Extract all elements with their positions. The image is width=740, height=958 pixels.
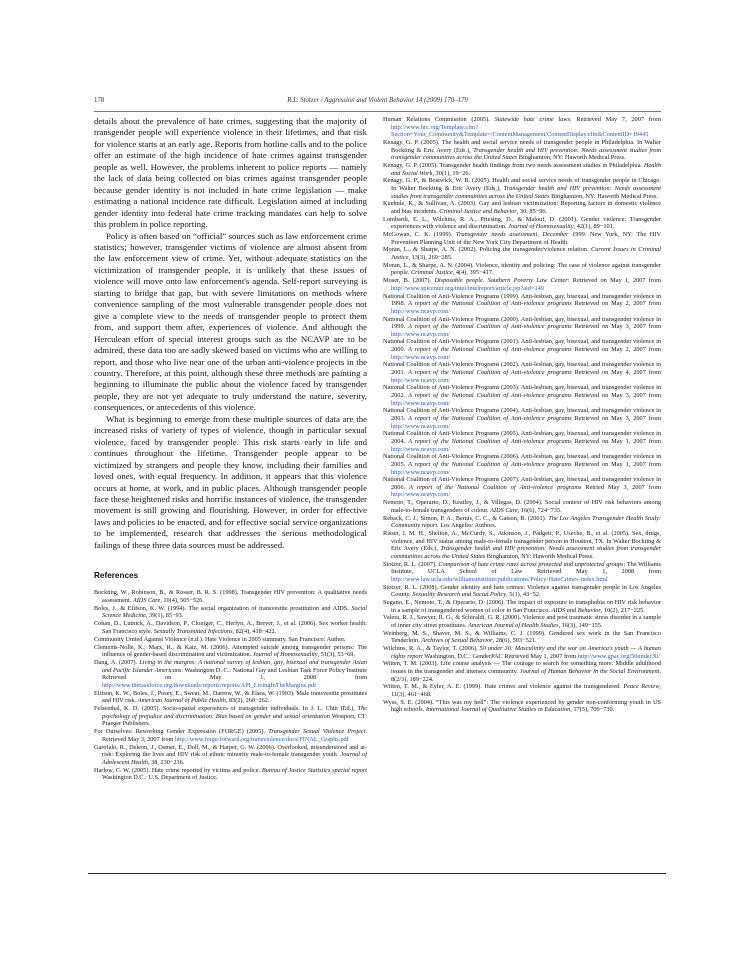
- reference-list-left: [94, 589, 367, 782]
- reference-link[interactable]: http://www.ncavp.com/: [391, 330, 451, 338]
- reference-source: Bureau of Justice Statistics special report: [261, 766, 367, 774]
- reference-details: , 10(4), 505−526.: [160, 596, 204, 604]
- reference-details: , 42(1), 89−101.: [573, 223, 615, 231]
- reference-item: [94, 705, 367, 728]
- reference-item: [383, 699, 661, 714]
- reference-details: , 5(1), 43−52.: [506, 591, 541, 599]
- reference-text: Weinberg, M. S., Shaver, M. S., & Williams, C. J. (1999). Gendered sex work in the San Francisco Tenderloin.: [383, 629, 661, 645]
- reference-source: Journal of Human Behavior in the Social Environment: [519, 668, 660, 675]
- reference-item: [383, 384, 661, 407]
- reference-details: . New York, NY: The HIV Prevention Planning Unit of the New York City Department of Health.: [391, 231, 661, 246]
- left-column: [94, 116, 367, 856]
- reference-details: , 4(4), 395−417.: [452, 269, 494, 277]
- reference-details: , 16(3), 149−155.: [558, 621, 603, 629]
- reference-item: [383, 530, 661, 560]
- reference-details: , 51(3), 53−69.: [317, 651, 355, 659]
- reference-text: National Coalition of Anti-Violence Programs (2006). Anti-lesbian, gay, bisexual, and transgender violence in 2005.: [383, 453, 661, 468]
- running-header: [94, 97, 661, 111]
- reference-text: National Coalition of Anti-Violence Programs (2005). Anti-lesbian, gay, bisexual, and transgender violence in 2004.: [383, 430, 661, 445]
- reference-link[interactable]: http://www.ncavp.com/: [391, 422, 451, 430]
- reference-details: Retrieved on May 3, 2007 from: [571, 323, 661, 331]
- reference-text: Moran, L., & Sharpe, A. N. (2002). Policing the transgender/violence relation.: [383, 246, 592, 254]
- reference-link[interactable]: http://www.law.ucla.edu/williamsinstitute/publications/Policy-HateCrimes-index.html: [391, 575, 608, 583]
- reference-text: Witten, T. M., & Eyler, A. E. (1999). Hate crimes and violence against the transgendered.: [383, 683, 624, 691]
- reference-link[interactable]: http://www.ncavp.com/: [391, 376, 451, 384]
- reference-text: National Coalition of Anti-Violence Programs (2001). Anti-lesbian, gay, bisexual, and transgender violence in 2000.: [383, 338, 661, 354]
- reference-item: [94, 589, 367, 604]
- reference-item: [383, 277, 661, 292]
- reference-source: A report of the National Coalition of Anti-violence programs: [408, 300, 572, 308]
- reference-details: , 28(6), 503−521.: [492, 637, 537, 645]
- reference-link[interactable]: http://www.thetaskforce.org/downloads/reports/reports/API_LivingInTheMargins.pdf: [102, 681, 317, 689]
- reference-text: Reback, C. J., Simon, P. A., Bemis, C. C., & Gatson, B. (2001).: [383, 514, 549, 522]
- reference-details: Retrieved on May 2, 2007 from: [571, 300, 661, 308]
- reference-details: , 8(2/3), 189−224.: [391, 668, 661, 683]
- reference-item: [383, 293, 661, 316]
- reference-details: Washington D.C.: U.S. Department of Justice.: [102, 774, 218, 782]
- reference-source: A report of the National Coalition of Anti-violence programs: [408, 460, 572, 468]
- reference-source: Sexually Transmitted Infections: [153, 627, 233, 635]
- reference-text: Kenagy, G. P. (2005). Transgender health findings from two needs assessment studies in Philadelphia.: [383, 161, 644, 169]
- reference-link[interactable]: http://www.splcenter.org/intel/intelreport/article.jsp?aid=149: [391, 284, 544, 292]
- reference-details: , 38, 230−236.: [148, 758, 185, 766]
- right-column: [383, 116, 661, 856]
- reference-source: A report of the National Coalition of Anti-violence programs: [408, 346, 572, 354]
- body-paragraph: details about the prevalence of hate crimes, suggesting that the majority of transgender people will experience violence in their lifetimes, and that risk for violence starts at an early age. Reports from hotline calls and to the police offer an estimate of the high incidence of hate crimes against transgender people as well. However, the problems inherent to police reports — namely the lack of data being collected on bias crimes against transgender people because gender identity is not included in hate crime legislation — make estimating a national incidence rate difficult. Legislation aimed at including gender identity into federal hate crime tracking mandates can help to solve this problem in police reporting.: [94, 116, 367, 230]
- reference-item: [383, 453, 661, 476]
- reference-item: [383, 430, 661, 453]
- reference-details: Binghamton, NY: Haworth Medical Press.: [485, 552, 594, 560]
- reference-source: Current Issues in Criminal Justice: [391, 246, 661, 261]
- reference-text: National Coalition of Anti-Violence Programs (2000). Anti-lesbian, gay, bisexual, and transgender violence in 1999.: [383, 315, 661, 331]
- reference-text: McGowan, C. K. (1999).: [383, 231, 456, 239]
- reference-text: For Ourselves: Reworking Gender Expression (FORGE) (2005).: [94, 728, 269, 736]
- reference-source: American Journal of Health Studies: [467, 621, 559, 629]
- reference-item: [383, 231, 661, 246]
- reference-link[interactable]: http://www.ncavp.com/: [391, 307, 451, 315]
- reference-text: Wilchins, R. A., & Taylor, T. (2006).: [383, 645, 480, 653]
- reference-details: , 39(1), 85−93.: [145, 612, 184, 620]
- reference-item: [94, 744, 367, 767]
- reference-text: National Coalition of Anti-Violence Programs (2003). Anti-lesbian, gay, bisexual, and transgender violence in 2002.: [383, 384, 661, 399]
- reference-details: . Los Angeles: Authors.: [437, 522, 497, 530]
- reference-source: Transgender health and HIV prevention: Needs assessment studies from transgender communities across the United States: [391, 545, 661, 560]
- reference-item: [94, 644, 367, 659]
- reference-details: Retrieved on May 4, 2007 from: [571, 369, 661, 377]
- reference-source: Living in the margins: A national survey of lesbian, gay, bisexual and transgender Asian and Pacific Islander Americans: [102, 659, 367, 674]
- reference-link[interactable]: http://www.forge-forward.org/transviolence/docs/FINAL_Graphs.pdf: [174, 735, 349, 743]
- reference-text: Boles, J., & Elifson, K. W. (1994). The social organization of transvestite prostitution and AIDS.: [94, 604, 352, 612]
- running-head: R.L. Stotzer / Aggression and Violent Behavior 14 (2009) 170–179: [287, 97, 468, 104]
- reference-text: Moran, L., & Sharpe, A. N. (2004). Violence, identity and policing: The case of violence against transgender people.: [383, 261, 661, 277]
- reference-source: Archives of Sexual Behavior: [421, 637, 493, 645]
- reference-source: A report of the National Coalition of Anti-violence programs: [408, 392, 572, 399]
- reference-item: [383, 162, 661, 177]
- reference-item: [94, 659, 367, 689]
- reference-text: Sugano, E., Nemoto, T., & Operario, D. (2006). The impact of exposure to transphobia on HIV risk behavior in a sample of transgendered women of color in San Francisco.: [383, 598, 661, 614]
- reference-source: Sexuality Research and Social Policy: [412, 591, 507, 599]
- reference-link[interactable]: http://www.gpac.org/50under30/: [577, 652, 660, 660]
- reference-text: Kuehnle, K., & Sullivan, A. (2003). Gay and lesbian victimization: Reporting factors in domestic violence and bias incidents.: [383, 200, 661, 215]
- reference-source: A report of the National Coalition of Anti-violence programs: [408, 437, 572, 445]
- reference-item: [383, 499, 661, 514]
- reference-list-right: [383, 116, 661, 714]
- reference-text: Kenagy, G. P. (2005). The health and social service needs of transgender people in Philadelphia. In Walter Bockting & Eric Avery (Eds.),: [383, 138, 661, 154]
- reference-source: A report of the National Coalition of Anti-violence programs: [409, 483, 582, 491]
- reference-source: 50 under 30: Masculinity and the war on America's youth — A human rights report: [391, 645, 661, 660]
- reference-text: Kenagy, G. P., & Bostwick, W. B. (2005). Health and social service needs of transgender people in Chicago. In Walter Bockting & Eric Avery (Eds.),: [383, 177, 661, 192]
- reference-item: [94, 620, 367, 635]
- reference-details: Washington, D.C.: GenderPAC Retrieved May 1, 2007 from: [422, 652, 578, 660]
- reference-details: Retrieved on May 3, 2007 from: [571, 414, 661, 422]
- reference-source: A report of the National Coalition of Anti-violence programs: [408, 323, 572, 331]
- reference-source: Peace Review: [623, 683, 660, 691]
- body-paragraph: What is beginning to emerge from these multiple sources of data are the increased risks of variety of types of violence, though in particular sexual violence, faced by transgender people. This risk starts early in life and continues throughout the lifetime. Transgender people appear to be victimized by strangers and people they know, including their families and loved ones, with equal frequency. In addition, it appears that this violence occurs at home, at work, and in public places. Although transgender people face these heightened risks and horrific instances of violence, the transgender movement is still growing and flourishing. However, in order for effective laws and policies to be enacted, and for effective social service organizations to be implemented, research that addresses the serious methodological failings of these three data sources must be addressed.: [94, 413, 367, 550]
- reference-item: [383, 200, 661, 215]
- reference-source: A report of the National Coalition of Anti-violence programs: [408, 414, 572, 422]
- reference-details: . Retrieved May 3, 2007 from: [102, 728, 367, 743]
- reference-details: . Retrieved May 7, 2007 from: [570, 116, 661, 123]
- reference-item: [383, 262, 661, 277]
- reference-item: [383, 316, 661, 339]
- reference-details: , 10(2), 217−225.: [600, 606, 645, 614]
- reference-item: [94, 636, 367, 644]
- reference-item: [383, 683, 661, 698]
- reference-link[interactable]: http://www.hrc.org/Template.cfm?Section=Your_Community&Template=/ContentManagement/ContentDisplay.cfm&ContentID=19445: [391, 123, 649, 139]
- reference-text: Harlow, C. W. (2005). Hate crime reported by victims and police.: [94, 766, 262, 774]
- reference-item: [383, 216, 661, 231]
- reference-text: National Coalition of Anti-Violence Programs (2004). Anti-lesbian, gay, bisexual, and transgender violence in 2003.: [383, 407, 661, 422]
- reference-item: [383, 630, 661, 645]
- reference-source: AIDS Care: [490, 506, 518, 514]
- reference-item: [383, 599, 661, 614]
- reference-item: [94, 605, 367, 620]
- reference-text: Dang, A. (2007).: [94, 659, 140, 667]
- body-paragraph: Policy is often based on “official” sources such as law enforcement crime statistics; however, transgender victims of violence are almost absent from the law enforcement view of crime. Yet, without adequate statistics on the victimization of transgender people, it is unlikely that these issues of violence will move onto law enforcement's agenda. Self-report surveying is starting to bridge that gap, but with severe limitations on methods where convenience sampling of the most vulnerable transgender people does not give a complete view to the needs of transgender people to protect them from, and support them after, experiences of violence. And although the Herculean effort of special interest groups such as the NCAVP are to be admired, these data too are sadly skewed based on victims who are willing to report, and those who live near one of the urban anti-violence projects in the country. Therefore, at this point, although these three methods are painting a beginning to illuminate the public about the violence faced by transgender people, they are not yet adequate to truly understand the nature, severity, consequences, or antecedents of this violence.: [94, 230, 367, 413]
- reference-item: [383, 116, 661, 139]
- reference-source: Criminal Justice and Behavior: [439, 207, 517, 215]
- reference-source: Journal of Homosexuality: [508, 223, 574, 231]
- reference-item: [383, 338, 661, 361]
- reference-details: , 11(3), 461−468.: [391, 683, 661, 698]
- reference-text: Elifson, K. W., Boles, J., Posey, E., Sweat, M., Darrow, W., & Elsea, W. (1993). Male transvestite prostitutes and HIV risk.: [94, 689, 367, 705]
- reference-text: National Coalition of Anti-Violence Programs (1999). Anti-lesbian, gay, bisexual, and transgender violence in 1998.: [383, 292, 661, 308]
- reference-source: Transgender Sexual Violence Project: [268, 728, 366, 736]
- reference-details: , 83(2), 260−262.: [225, 697, 270, 705]
- reference-source: Criminal Justice: [410, 269, 453, 277]
- reference-text: National Coalition of Anti-Violence Programs (2007). Anti-lesbian, gay, bisexual, and transgender violence in 2006.: [383, 476, 661, 491]
- reference-text: Valera, R. J., Sawyer, R. G., & Schiraldi, G. R. (2000). Violence and post traumatic stress disorder in a sample of inner city street prostitutes.: [383, 614, 661, 629]
- page-number: 178: [94, 97, 105, 104]
- reference-details: , 16(6), 724−735.: [517, 506, 562, 514]
- reference-source: A report of the National Coalition of Anti-violence programs: [408, 369, 572, 377]
- reference-details: : Retrieved on May 1, 2007 from: [567, 277, 661, 285]
- reference-item: [383, 246, 661, 261]
- reference-details: Retrieved on May 2, 2007 from: [571, 346, 661, 354]
- reference-text: Community United Against Violence (n.d.). Hate Violence in 2005 summary. San Francisco: Author.: [94, 635, 346, 643]
- reference-details: Retrieved on May 1, 2007 from: [571, 460, 661, 468]
- reference-text: Wyss, S. E. (2004). “This was my hell”: The violence experienced by gender non-conforming youth in US high schools.: [383, 698, 661, 714]
- reference-item: [383, 407, 661, 430]
- reference-source: International Journal of Qualitative Studies in Education: [425, 706, 571, 714]
- reference-source: Journal of Homosexuality: [252, 651, 318, 659]
- reference-source: Health and Social Work: [391, 161, 661, 177]
- reference-details: Retrieved on May 1, 2007 from: [571, 437, 661, 445]
- reference-item: [383, 515, 661, 530]
- reference-source: The Los Angeles Transgender Health Study: Community report: [391, 514, 661, 530]
- reference-text: Garofalo, R., Deleon, J., Osmer, E., Doll, M., & Harper, G. W. (2006). Overlooked, misunderstood and at-risk: Exploring the lives and HIV risk of ethnic minority male-to-female transgender youth.: [94, 743, 367, 759]
- reference-text: Risser, J. M. H., Shelton, A., McCurdy, S., Atkinson, J., Padgett, P., Useche, B., et al. (2005). Sex, drugs, violence, and HIV status among male-to-female transgender person in Houston, TX. In Walter Bockting & Eric Avery (Eds.),: [383, 530, 661, 553]
- reference-link[interactable]: http://www.ncavp.com/: [391, 491, 451, 499]
- reference-item: [383, 476, 661, 499]
- reference-item: [94, 728, 367, 743]
- reference-source: Transgender needs assessment, December 1999: [455, 231, 585, 239]
- references-heading: References: [94, 571, 139, 581]
- reference-text: Stotzer, R. L. (2007).: [383, 560, 439, 568]
- reference-item: [383, 139, 661, 162]
- reference-link[interactable]: http://www.ncavp.com/: [391, 445, 451, 453]
- reference-source: Journal of Adolescent Health: [102, 751, 367, 766]
- reference-source: The psychology of prejudice and discrimination: Bias based on gender and sexual orientation: [102, 705, 367, 720]
- reference-details: : The Williams Institute, UCLA School of Law Retrieved May 1, 2008 from: [391, 560, 661, 576]
- reference-text: Lombardi, E. L., Wilchins, R. A., Priesing, D., & Malouf, D. (2001). Gender violence: Transgender experiences with violence and discrimination.: [383, 215, 661, 231]
- reference-source: Social Science Medicine: [102, 604, 367, 620]
- reference-details: Westport, CT: Praeger Publishers.: [102, 712, 367, 728]
- reference-source: Transgender health and HIV prevention: Needs assessment studies from transgender communities across the United States: [391, 146, 661, 162]
- reference-item: [383, 561, 661, 584]
- reference-details: , 30(1), 19−26.: [432, 169, 471, 177]
- reference-link[interactable]: http://www.ncavp.com/: [391, 399, 451, 407]
- reference-details: , 82(4), 418−422.: [232, 627, 277, 635]
- reference-text: Cohan, D., Lutnick, A., Davidson, P., Cloniger, C., Herlyn, A., Breyer, J., et al. (2006). Sex worker health: San Francisco style.: [94, 620, 367, 635]
- reference-text: Stotzer, R. L. (2008). Gender identity and hate crimes: Violence against transgender people in Los Angeles County.: [383, 583, 661, 599]
- reference-source: AIDS and Behavior: [551, 606, 601, 614]
- reference-source: Transgender health and HIV prevention: Needs assessment studies from transgender communities across the United States: [391, 184, 661, 200]
- reference-text: Bockting, W., Robinson, B., & Rosser, B. R. S. (1998). Transgender HIV prevention: A qualitative needs assessment.: [94, 589, 367, 604]
- reference-text: Moser, B. (2007).: [383, 277, 435, 285]
- reference-text: Clements-Nolle, K., Marx, R., & Katz, M. (2006). Attempted suicide among transgender persons: The influence of gender-based discrimination and victimization.: [94, 643, 367, 659]
- reference-text: Human Relations Commission (2005).: [383, 116, 495, 123]
- reference-text: Felsenthal, K. D. (2005). Socio-spatial experiences of transgender individuals. In J. L. Chin (Ed.),: [94, 705, 358, 713]
- reference-item: [94, 690, 367, 705]
- reference-item: [94, 767, 367, 782]
- reference-source: American Journal of Public Health: [137, 697, 226, 705]
- reference-details: Retried May 3, 2007 from: [581, 483, 661, 491]
- reference-item: [383, 177, 661, 200]
- reference-item: [383, 614, 661, 629]
- reference-details: Binghamton, NY: Haworth Medical Press.: [517, 154, 626, 162]
- reference-details: . Washington D. C.: National Gay and Lesbian Task Force Policy Institute Retrieved on May 1, 2008 from: [102, 666, 367, 682]
- reference-item: [383, 584, 661, 599]
- reference-source: Comparison of hate crime rates across protected and unprotected groups: [438, 560, 624, 568]
- reference-details: Retrieved on May 3, 2007 from: [571, 392, 661, 399]
- reference-link[interactable]: http://www.ncavp.com/: [391, 468, 451, 476]
- reference-text: Witten, T. M. (2003). Life course analysis — The courage to search for something more: Middle adulthood issues in the transgender and intersex community.: [383, 660, 661, 675]
- reference-item: [383, 361, 661, 384]
- reference-item: [383, 660, 661, 683]
- reference-details: Binghamton, NY: Haworth Medical Press.: [549, 192, 658, 200]
- reference-link[interactable]: http://www.ncavp.com/: [391, 353, 451, 361]
- header-rule: [94, 111, 661, 112]
- footer-rule: [88, 873, 666, 874]
- reference-item: [383, 645, 661, 660]
- reference-source: AIDS Care: [132, 596, 161, 604]
- reference-source: Disposable people. Southern Poverty Law Center: [434, 277, 568, 285]
- reference-text: National Coalition of Anti-Violence Programs (2002). Anti-lesbian, gay, bisexual, and transgender violence in 2001.: [383, 361, 661, 377]
- reference-details: , 17(5), 709−730.: [570, 706, 615, 714]
- reference-text: Nemoto, T., Operario, D., Keatley, J., & Villegas, D. (2004). Social context of HIV risk behaviors among male-to-female transgenders of colour.: [383, 499, 661, 514]
- reference-details: , 13(3), 269−285.: [408, 254, 453, 261]
- reference-source: Statewide hate crime laws: [494, 116, 571, 123]
- body-text: [94, 116, 367, 551]
- reference-details: , 30, 85−96.: [516, 207, 548, 215]
